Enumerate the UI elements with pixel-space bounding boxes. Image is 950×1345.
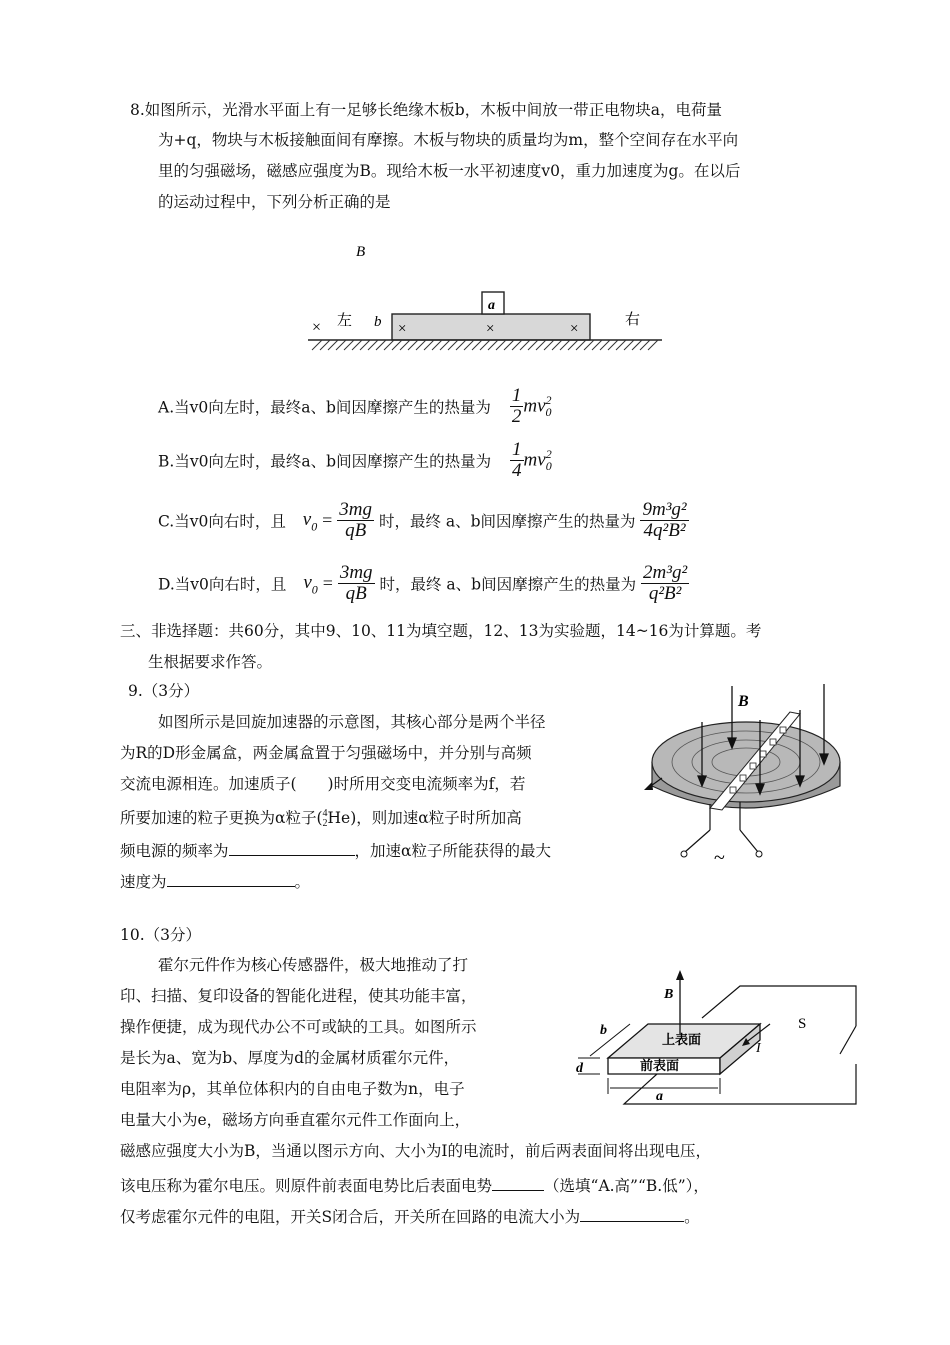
q8-option-c[interactable]: C.当v0向右时，且 $v_0$ = $\frac{3mg}{qB}$ 时，最终 a、b间因摩擦产生的热量为 $\frac{\text{9m³g²}}{\text{4q²B²}}$ [158,499,687,541]
q10-figure-hall-element [570,968,870,1118]
q9-blank-max-speed[interactable] [167,871,295,887]
q10-fig-a: a [656,1089,663,1104]
q8-line-3: 里的匀强磁场，磁感应强度为B。现给木板一水平初速度v0，重力加速度为g。在以后 [158,162,741,180]
q10-line-2: 印、扫描、复印设备的智能化进程，使其功能丰富， [120,987,477,1005]
q10-line-1: 霍尔元件作为核心传感器件，极大地推动了打 [158,956,469,974]
q10-fig-S: S [798,1016,807,1032]
q8-line-2: 为+q，物块与木板接触面间有摩擦。木板与物块的质量均为m，整个空间存在水平向 [158,131,739,149]
section3-line-2: 生根据要求作答。 [148,653,273,671]
q8-figure-board-block [300,230,670,360]
q9-line-1: 如图所示是回旋加速器的示意图，其核心部分是两个半径 [158,713,546,731]
q10-line-7: 磁感应强度大小为B，当通以图示方向、大小为I的电流时，前后两表面间将出现电压， [120,1142,712,1160]
q8-option-a[interactable]: A.当v0向左时，最终a、b间因摩擦产生的热量为 $\frac{1}{2}$ mv 2 0 [158,385,552,427]
q8-fig-B: B [356,244,366,260]
q10-fig-B: B [664,987,674,1002]
q8-option-c-heat-fraction: $\frac{\text{9m³g²}}{\text{4q²B²}}$ [642,499,687,541]
q9-fig-B: B [738,693,749,710]
q9-line-6: 速度为 。 [120,873,311,891]
q9-figure-cyclotron [640,680,870,870]
q10-line-8: 该电压称为霍尔电压。则原件前表面电势比后表面电势 （选填“A.高”“B.低”）， [120,1177,709,1195]
q10-line-3: 操作便捷，成为现代办公不可或缺的工具。如图所示 [120,1018,477,1036]
q10-line-4: 是长为a、宽为b、厚度为d的金属材质霍尔元件， [120,1049,460,1067]
q10-line-9: 仅考虑霍尔元件的电阻，开关S闭合后，开关所在回路的电流大小为 。 [120,1208,700,1226]
q10-blank-potential[interactable] [492,1175,544,1191]
q10-blank-current[interactable] [580,1206,684,1222]
q9-line-3: 交流电源相连。加速质子( )时所用交变电流频率为f，若 [120,775,526,793]
q9-header: 9.（3分） [128,682,200,700]
q8-line-1: 8.如图所示，光滑水平面上有一足够长绝缘木板b，木板中间放一带正电物块a，电荷量 [130,101,722,119]
q8-fig-cross-left: × [312,319,322,336]
q8-option-d[interactable]: D.当v0向右时，且 $v_0$ = $\frac{3mg}{qB}$ 时，最终 a、b间因摩擦产生的热量为 $\frac{\text{2m³g²}}{\text{q²B²}}$ [158,562,688,604]
q10-fig-top-face: 上表面 [662,1032,702,1047]
q10-fig-b: b [600,1023,607,1038]
q8-option-c-condition-fraction: $\frac{3mg}{qB}$ [339,499,372,541]
q9-blank-frequency[interactable] [229,840,355,856]
q8-line-4: 的运动过程中，下列分析正确的是 [158,193,391,211]
q8-fig-a: a [488,298,495,313]
q8-option-d-condition-fraction: $\frac{3mg}{qB}$ [339,562,373,604]
q8-fig-cross-1: × [398,321,407,337]
q9-line-5: 频电源的频率为 ，加速α粒子所能获得的最大 [120,842,551,860]
q8-fig-cross-2: × [486,321,495,337]
q9-isotope-numbers: 4 2 [322,808,328,829]
q8-ground-hatch [312,340,658,350]
q8-fig-cross-3: × [570,321,579,337]
q10-fig-d: d [576,1061,583,1076]
q10-line-5: 电阻率为ρ，其单位体积内的自由电子数为n，电子 [120,1080,465,1098]
q8-fig-b: b [374,314,382,330]
q8-option-a-fraction: $\frac{1}{2}$ [511,385,522,427]
q9-line-4: 所要加速的粒子更换为α粒子( 4 2 He)，则加速α粒子时所加高 [120,808,522,829]
q10-line-6: 电量大小为e，磁场方向垂直霍尔元件工作面向上， [120,1111,471,1129]
q8-option-b-fraction: $\frac{1}{4}$ [512,439,522,481]
q9-line-2: 为R的D形金属盒，两金属盒置于匀强磁场中，并分别与高频 [120,744,532,762]
q8-fig-left: 左 [337,313,353,329]
section3-line-1: 三、非选择题：共60分，其中9、10、11为填空题，12、13为实验题，14~16为计算题。考 [120,622,762,640]
q10-fig-front-face: 前表面 [640,1058,680,1073]
q10-fig-I: I [756,1041,761,1056]
q9-fig-ac-source: ~ [714,847,725,869]
q8-option-d-heat-fraction: $\frac{\text{2m³g²}}{\text{q²B²}}$ [643,562,688,604]
q8-fig-right: 右 [625,312,641,328]
q10-header: 10.（3分） [120,926,202,944]
q8-option-b[interactable]: B.当v0向左时，最终a、b间因摩擦产生的热量为 $\frac{1}{4}$ mv 2 0 [158,439,552,481]
